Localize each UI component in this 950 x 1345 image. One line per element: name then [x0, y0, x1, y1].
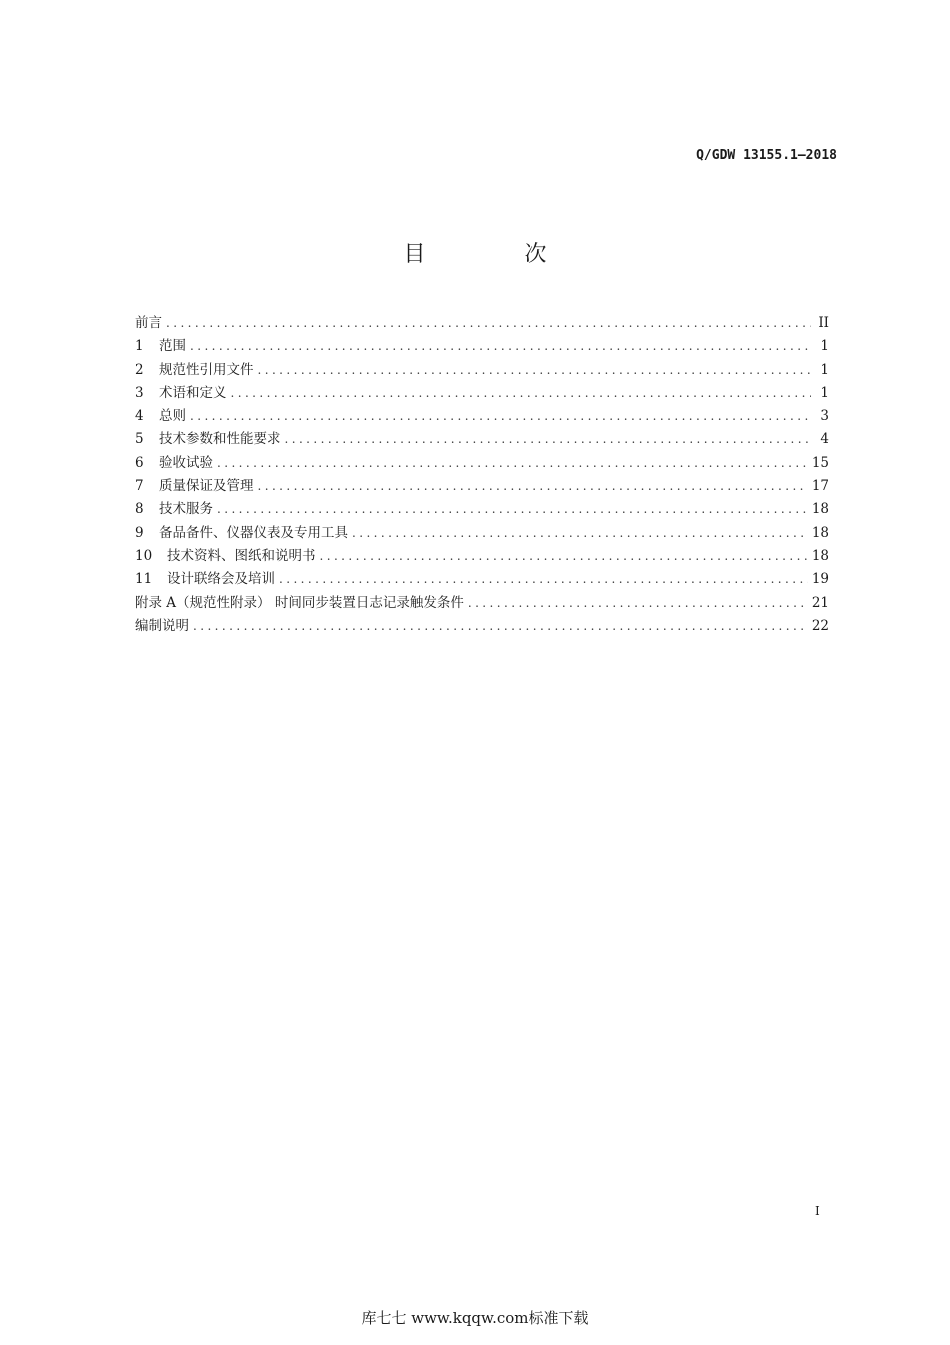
toc-title: 目 次 — [403, 242, 593, 267]
toc-entry-number: 2 — [135, 361, 144, 378]
toc-entry-page: 17 — [811, 478, 829, 495]
toc-entry-number: 10 — [135, 547, 153, 564]
toc-entry-label: 范围 — [159, 338, 186, 355]
toc-dot-leader — [468, 592, 808, 615]
toc-entry[interactable] — [135, 568, 829, 591]
toc-dot-leader — [320, 545, 808, 568]
standard-code: Q/GDW 13155.1—2018 — [696, 148, 837, 163]
toc-entry-label: 编制说明 — [135, 617, 189, 634]
toc-entry-label: 技术资料、图纸和说明书 — [167, 547, 316, 564]
toc-entry[interactable] — [135, 428, 829, 451]
toc-entry-number: 5 — [135, 431, 144, 448]
toc-dot-leader — [258, 359, 812, 382]
toc-entry[interactable] — [135, 545, 829, 568]
toc-entry-number: 8 — [135, 501, 144, 518]
toc-dot-leader — [217, 452, 808, 475]
toc-entry[interactable] — [135, 335, 829, 358]
toc-entry[interactable] — [135, 475, 829, 498]
toc-dot-leader — [193, 615, 808, 638]
toc-entry-page: 18 — [811, 524, 829, 541]
toc-dot-leader — [258, 475, 808, 498]
toc-entry-label: 质量保证及管理 — [159, 478, 254, 495]
toc-entry-page: 1 — [820, 338, 829, 355]
toc-entry-number: 9 — [135, 524, 144, 541]
toc-entry-page: 18 — [811, 547, 829, 564]
toc-entry-number: 7 — [135, 478, 144, 495]
toc-entry-label: 技术参数和性能要求 — [159, 431, 281, 448]
toc-entry-page: 15 — [811, 454, 829, 471]
toc-entry-page: 19 — [811, 571, 829, 588]
toc-entry-page: 1 — [820, 384, 829, 401]
toc-entry-number: 11 — [135, 571, 153, 588]
toc-entry-number: 3 — [135, 384, 144, 401]
toc-dot-leader — [190, 335, 811, 358]
table-of-contents — [135, 312, 829, 638]
toc-entry-label: 设计联络会及培训 — [167, 571, 275, 588]
toc-entry-page: 21 — [811, 594, 829, 611]
toc-entry-page: 4 — [820, 431, 829, 448]
toc-entry-number: 6 — [135, 454, 144, 471]
toc-entry[interactable] — [135, 452, 829, 475]
toc-entry[interactable] — [135, 312, 829, 335]
toc-entry-label: 验收试验 — [159, 454, 213, 471]
toc-entry-label: 规范性引用文件 — [159, 361, 254, 378]
toc-dot-leader — [285, 428, 812, 451]
toc-dot-leader — [217, 498, 808, 521]
toc-entry[interactable] — [135, 615, 829, 638]
toc-entry-number: 4 — [135, 408, 144, 425]
toc-entry[interactable] — [135, 498, 829, 521]
toc-entry-label: 附录 A（规范性附录） 时间同步装置日志记录触发条件 — [135, 594, 464, 611]
toc-entry-page: II — [818, 315, 829, 331]
toc-dot-leader — [166, 312, 811, 335]
toc-entry-label: 备品备件、仪器仪表及专用工具 — [159, 524, 348, 541]
toc-entry[interactable] — [135, 359, 829, 382]
toc-dot-leader — [190, 405, 811, 428]
toc-entry-page: 18 — [811, 501, 829, 518]
toc-entry-label: 术语和定义 — [159, 384, 227, 401]
toc-entry[interactable] — [135, 382, 829, 405]
toc-entry-page: 22 — [811, 617, 829, 634]
footer-watermark: 库七七 www.kqqw.com标准下载 — [361, 1309, 589, 1327]
toc-entry[interactable] — [135, 522, 829, 545]
toc-dot-leader — [231, 382, 812, 405]
page-number: I — [815, 1204, 820, 1218]
toc-entry-number: 1 — [135, 338, 144, 355]
toc-entry-label: 前言 — [135, 315, 162, 331]
toc-entry[interactable] — [135, 592, 829, 615]
toc-entry[interactable] — [135, 405, 829, 428]
toc-dot-leader — [279, 568, 808, 591]
toc-entry-label: 技术服务 — [159, 501, 213, 518]
toc-entry-page: 3 — [820, 408, 829, 425]
toc-dot-leader — [352, 522, 808, 545]
toc-entry-label: 总则 — [159, 408, 186, 425]
toc-entry-page: 1 — [820, 361, 829, 378]
